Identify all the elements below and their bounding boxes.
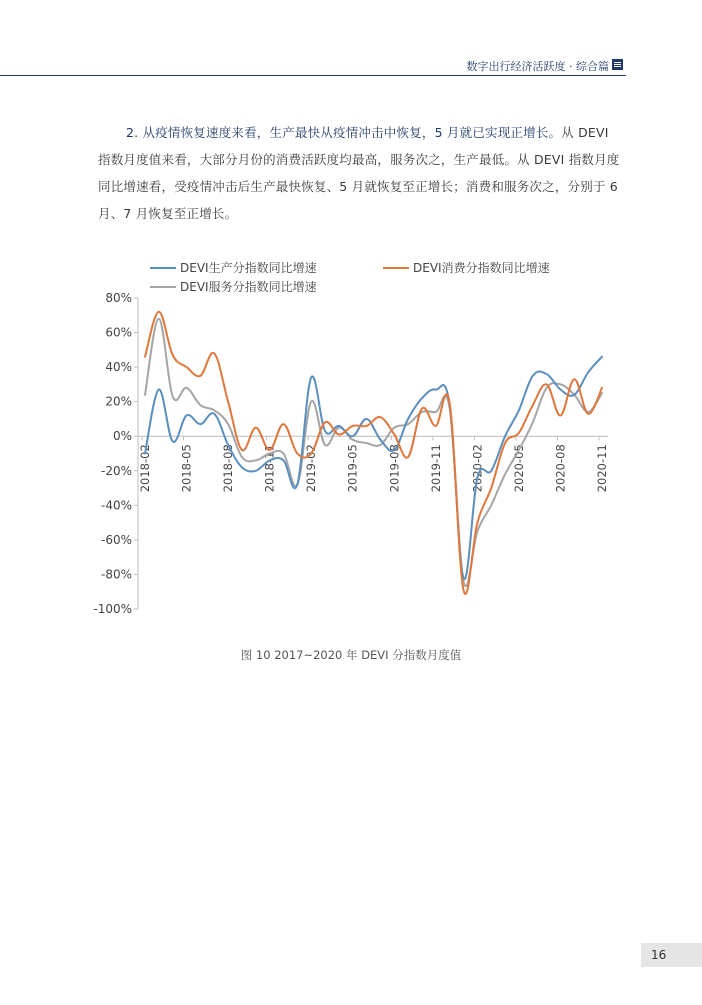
- legend-label-1: DEVI消费分指数同比增速: [413, 261, 550, 275]
- page-number: 16: [641, 943, 702, 967]
- series-lines: [145, 312, 602, 594]
- series-line-2: [145, 319, 602, 587]
- y-tick-label: 80%: [105, 291, 132, 305]
- x-tick-label: 2018-05: [179, 444, 194, 493]
- legend-label-2: DEVI服务分指数同比增速: [180, 280, 317, 294]
- x-tick-label: 2020-08: [553, 444, 568, 493]
- x-tick-label: 2020-02: [470, 444, 485, 493]
- legend-label-0: DEVI生产分指数同比增速: [180, 261, 317, 275]
- y-tick-label: 40%: [105, 360, 132, 375]
- chart-legend: [150, 260, 550, 294]
- x-tick-label: 2019-05: [345, 444, 360, 493]
- x-tick-label: 2019-11: [428, 444, 443, 493]
- x-tick-label: 2018-11: [262, 444, 277, 493]
- figure-caption: 图 10 2017~2020 年 DEVI 分指数月度值: [240, 648, 462, 662]
- paragraph-lead: 2. 从疫情恢复速度来看，生产最快从疫情冲击中恢复，5 月就已实现正增长。: [126, 125, 562, 140]
- x-tick-label: 2018-02: [138, 444, 152, 493]
- series-line-0: [145, 357, 602, 579]
- header-title: 数字出行经济活跃度 · 综合篇: [466, 60, 609, 73]
- series-line-1: [145, 312, 602, 594]
- document-icon: [612, 59, 623, 70]
- y-axis: [93, 291, 138, 616]
- y-tick-label: -20%: [100, 463, 132, 478]
- y-tick-label: -100%: [93, 602, 132, 616]
- y-tick-label: -40%: [100, 498, 132, 513]
- y-tick-label: -60%: [100, 532, 132, 547]
- y-tick-label: 60%: [105, 325, 132, 340]
- y-tick-label: -80%: [100, 567, 132, 582]
- y-tick-label: 0%: [112, 429, 132, 444]
- paragraph-body: 从 DEVI 指数月度值来看，大部分月份的消费活跃度均最高，服务次之，生产最低。从 DEVI 指数月度同比增速看，受疫情冲击后生产最快恢复、5 月就恢复至正增长；消费和服务次之，分别于 6 月、7 月恢复至正增长。: [98, 125, 620, 221]
- x-tick-label: 2019-02: [304, 444, 319, 493]
- y-tick-label: 20%: [105, 394, 132, 409]
- x-tick-label: 2020-11: [595, 444, 609, 493]
- x-tick-label: 2020-05: [511, 444, 526, 493]
- x-tick-label: 2019-08: [387, 444, 402, 493]
- header-divider: [0, 75, 626, 76]
- body-paragraph: [98, 119, 622, 227]
- x-tick-label: 2018-08: [221, 444, 236, 493]
- line-chart: [0, 250, 702, 630]
